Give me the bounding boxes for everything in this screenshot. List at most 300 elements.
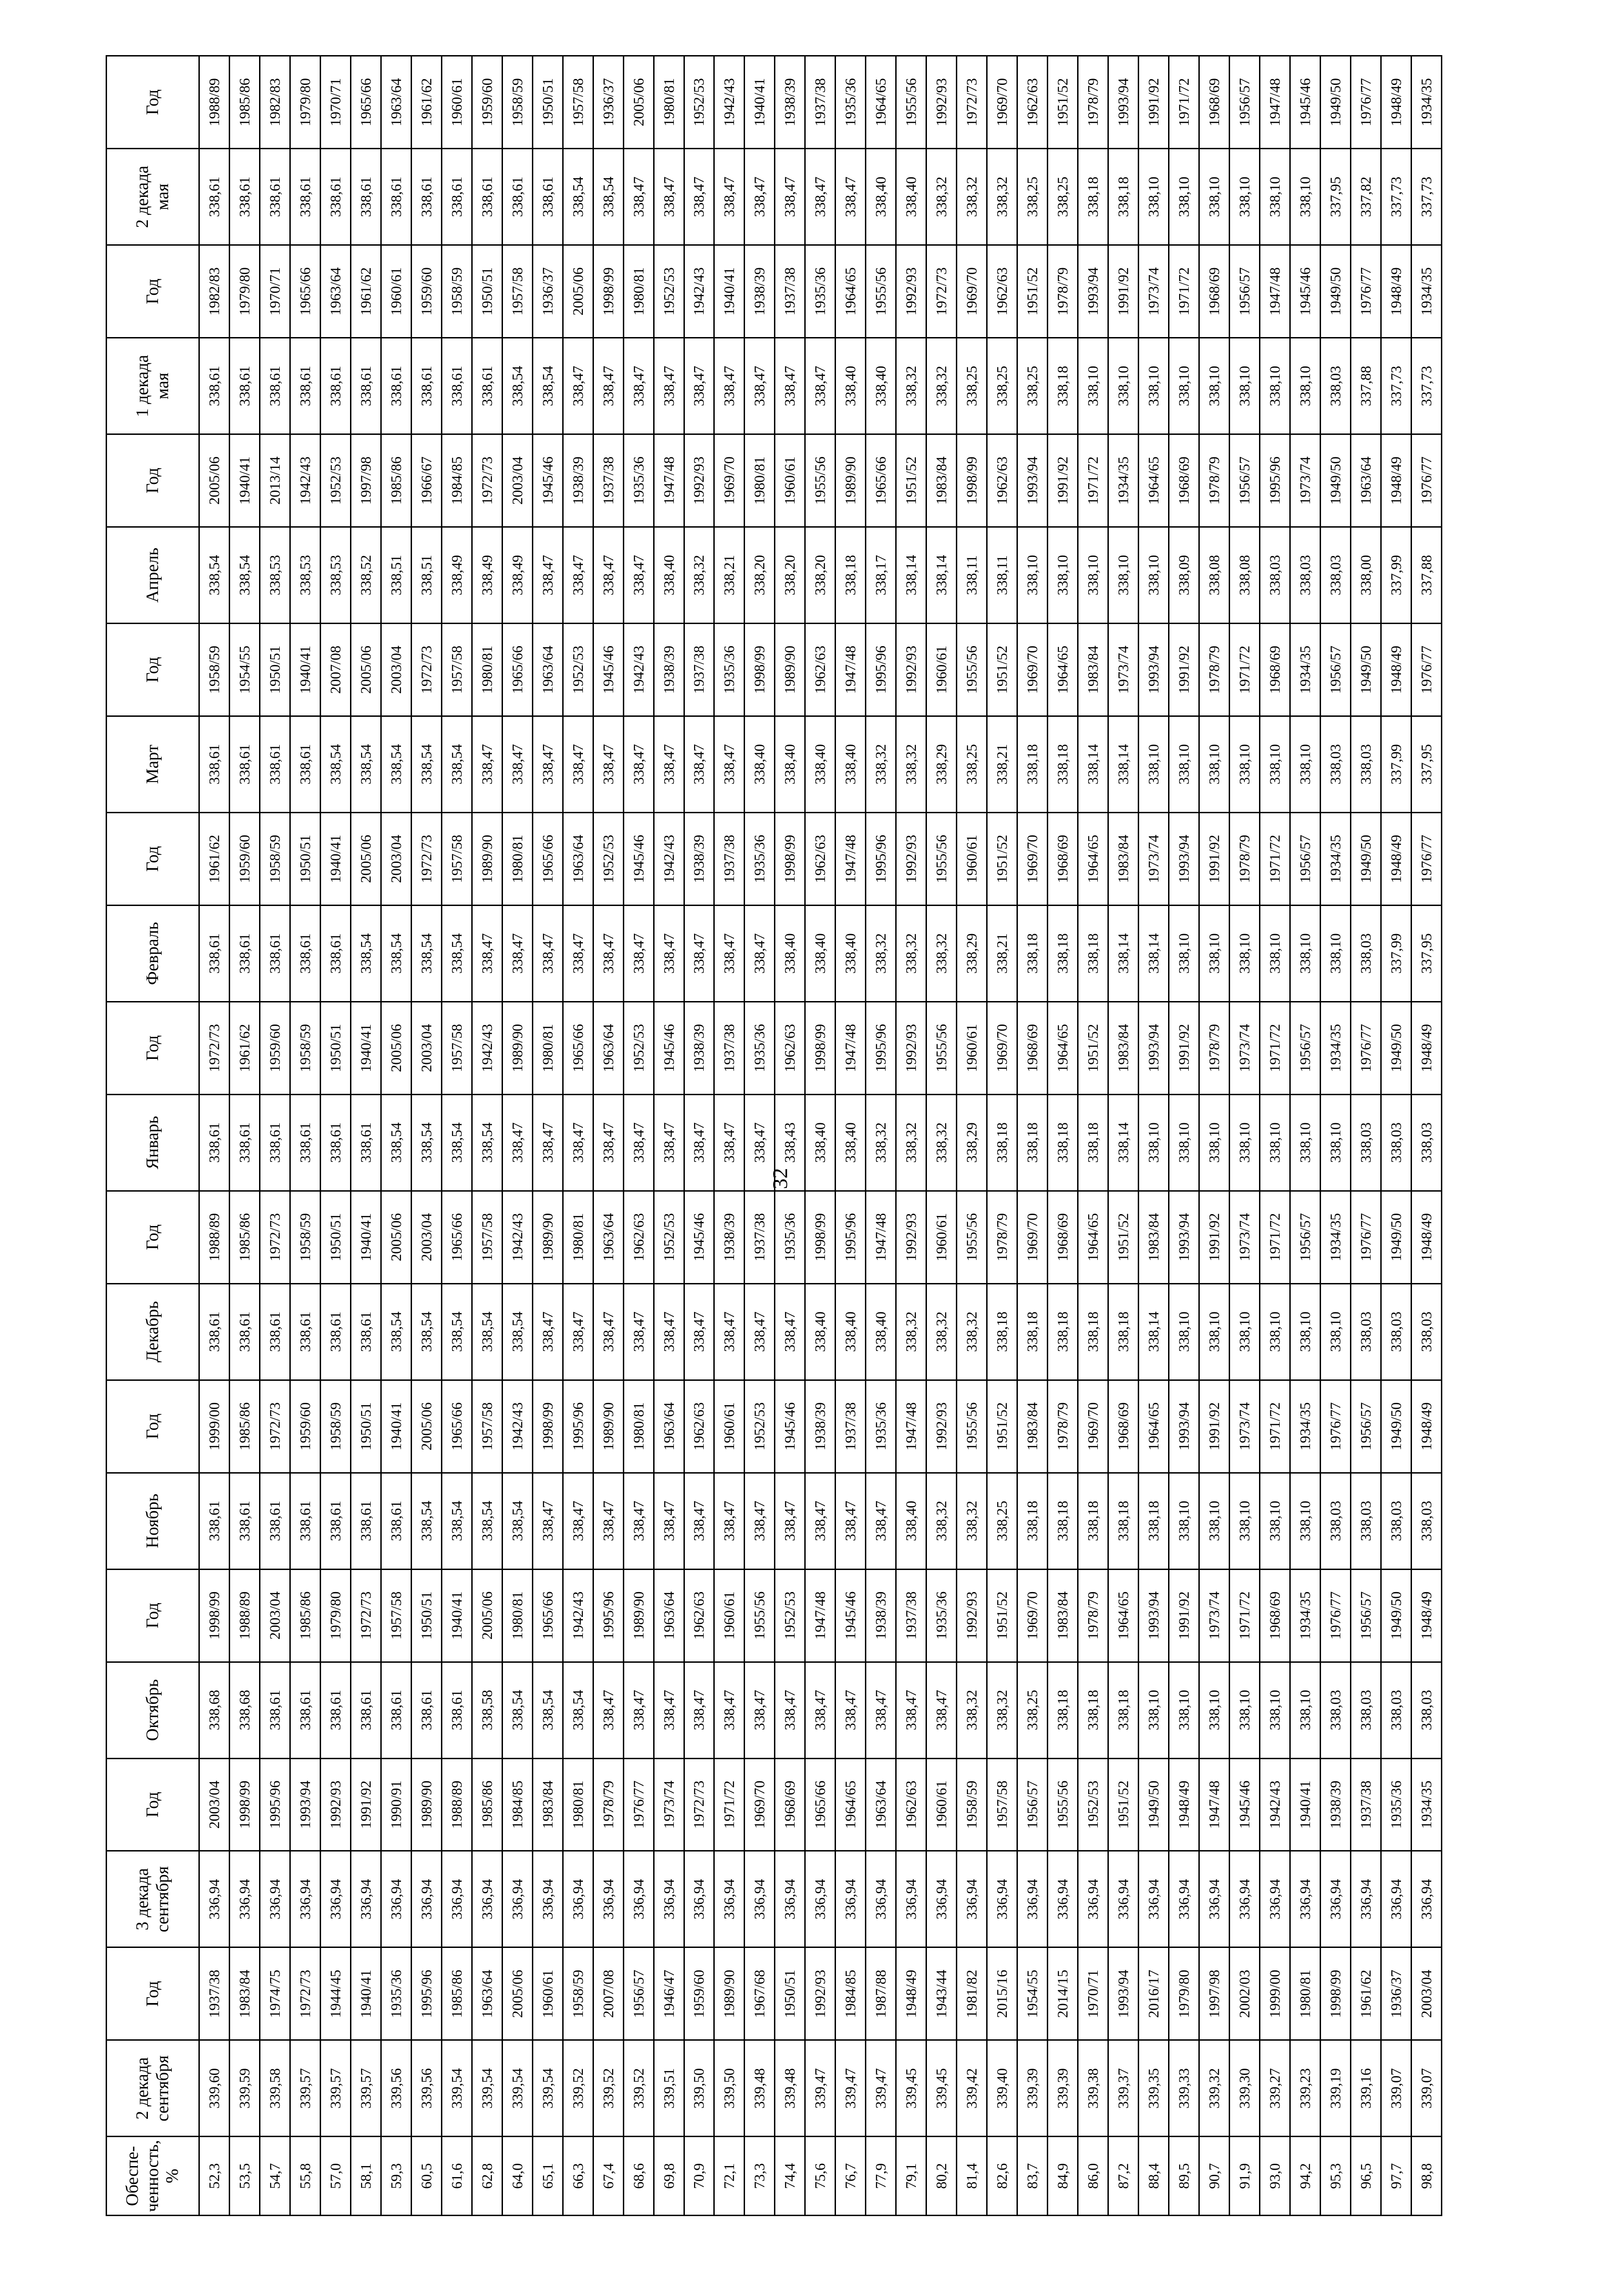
level-cell: 338,20 <box>745 527 775 623</box>
level-cell: 338,03 <box>1381 1094 1411 1191</box>
year-cell: 1936/37 <box>532 245 563 338</box>
year-cell: 1993/94 <box>1169 1380 1199 1473</box>
level-cell: 337,99 <box>1381 527 1411 623</box>
year-cell: 1951/52 <box>987 1569 1017 1662</box>
year-cell: 1970/71 <box>260 245 290 338</box>
year-cell: 2003/04 <box>502 434 532 527</box>
year-cell: 1951/52 <box>987 623 1017 716</box>
level-cell: 338,18 <box>1017 716 1048 812</box>
year-cell: 1976/77 <box>1411 623 1441 716</box>
level-cell: 338,18 <box>1017 905 1048 1002</box>
level-cell: 339,52 <box>623 2040 654 2137</box>
year-cell: 2005/06 <box>199 434 230 527</box>
level-cell: 338,03 <box>1411 1283 1441 1380</box>
year-cell: 1947/48 <box>866 1191 896 1283</box>
year-cell: 1964/65 <box>836 1758 866 1851</box>
year-cell: 1973/74 <box>1229 1002 1259 1094</box>
year-cell: 1937/38 <box>714 812 745 905</box>
level-cell: 338,32 <box>957 1283 987 1380</box>
level-cell: 338,21 <box>714 527 745 623</box>
level-cell: 338,54 <box>472 1094 502 1191</box>
year-cell: 1958/59 <box>563 1947 593 2040</box>
year-cell: 1980/81 <box>563 1758 593 1851</box>
level-cell: 338,47 <box>654 338 684 434</box>
level-cell: 338,61 <box>320 1473 350 1569</box>
year-cell: 1972/73 <box>411 812 441 905</box>
year-cell: 1992/93 <box>896 1191 926 1283</box>
year-cell: 1934/35 <box>1411 56 1441 149</box>
level-cell: 338,54 <box>381 1094 411 1191</box>
column-header: Апрель <box>107 527 199 623</box>
year-cell: 1989/90 <box>472 812 502 905</box>
year-cell: 1980/81 <box>502 812 532 905</box>
level-cell: 338,47 <box>866 1662 896 1758</box>
level-cell: 338,10 <box>1290 1283 1320 1380</box>
year-cell: 2003/04 <box>381 812 411 905</box>
year-cell: 1972/73 <box>684 1758 714 1851</box>
year-cell: 1980/81 <box>532 1002 563 1094</box>
year-cell: 1940/41 <box>229 434 260 527</box>
year-cell: 1957/58 <box>381 1569 411 1662</box>
level-cell: 338,10 <box>1048 527 1078 623</box>
level-cell: 338,61 <box>350 1283 381 1380</box>
level-cell: 338,61 <box>199 905 230 1002</box>
level-cell: 338,18 <box>1017 1094 1048 1191</box>
level-cell: 338,32 <box>926 905 957 1002</box>
level-cell: 338,47 <box>623 905 654 1002</box>
probability-cell: 70,9 <box>684 2137 714 2216</box>
year-cell: 1936/37 <box>593 56 623 149</box>
year-cell: 1989/90 <box>623 1569 654 1662</box>
year-cell: 1940/41 <box>714 245 745 338</box>
level-cell: 338,18 <box>1078 1094 1108 1191</box>
level-cell: 338,47 <box>593 1662 623 1758</box>
year-cell: 1965/66 <box>350 56 381 149</box>
level-cell: 338,10 <box>1078 527 1108 623</box>
table-row <box>714 56 745 2216</box>
year-cell: 2003/04 <box>199 1758 230 1851</box>
level-cell: 336,94 <box>1048 1851 1078 1947</box>
level-cell: 339,60 <box>199 2040 230 2137</box>
level-cell: 338,54 <box>411 1094 441 1191</box>
year-cell: 1945/46 <box>1290 56 1320 149</box>
level-cell: 338,10 <box>1259 338 1290 434</box>
level-cell: 338,61 <box>199 716 230 812</box>
probability-cell: 68,6 <box>623 2137 654 2216</box>
year-cell: 1951/52 <box>987 812 1017 905</box>
level-cell: 338,47 <box>775 1473 805 1569</box>
level-cell: 338,54 <box>563 149 593 245</box>
level-cell: 336,94 <box>472 1851 502 1947</box>
year-cell: 1978/79 <box>1048 1380 1078 1473</box>
year-cell: 1991/92 <box>1169 1002 1199 1094</box>
table-row <box>805 56 836 2216</box>
level-cell: 338,10 <box>1108 527 1139 623</box>
year-cell: 1940/41 <box>441 1569 472 1662</box>
year-cell: 1995/96 <box>866 623 896 716</box>
year-cell: 2005/06 <box>411 1380 441 1473</box>
level-cell: 338,40 <box>836 1283 866 1380</box>
year-cell: 1960/61 <box>532 1947 563 2040</box>
year-cell: 1942/43 <box>502 1380 532 1473</box>
column-header: Год <box>107 812 199 905</box>
year-cell: 2015/16 <box>987 1947 1017 2040</box>
probability-cell: 84,9 <box>1048 2137 1078 2216</box>
year-cell: 1969/70 <box>1017 1569 1048 1662</box>
level-cell: 338,10 <box>1169 905 1199 1002</box>
level-cell: 338,40 <box>896 149 926 245</box>
table-row <box>1259 56 1290 2216</box>
probability-cell: 87,2 <box>1108 2137 1139 2216</box>
year-cell: 1995/96 <box>593 1569 623 1662</box>
column-header: Год <box>107 1947 199 2040</box>
level-cell: 336,94 <box>836 1851 866 1947</box>
year-cell: 1950/51 <box>411 1569 441 1662</box>
year-cell: 1945/46 <box>684 1191 714 1283</box>
level-cell: 338,47 <box>805 1473 836 1569</box>
level-cell: 336,94 <box>805 1851 836 1947</box>
year-cell: 1955/56 <box>957 623 987 716</box>
probability-cell: 65,1 <box>532 2137 563 2216</box>
year-cell: 1971/72 <box>1078 434 1108 527</box>
year-cell: 1959/60 <box>684 1947 714 2040</box>
year-cell: 1965/66 <box>441 1380 472 1473</box>
year-cell: 1991/92 <box>1199 812 1229 905</box>
year-cell: 1950/51 <box>775 1947 805 2040</box>
year-cell: 1993/94 <box>1139 1569 1169 1662</box>
year-cell: 1945/46 <box>836 1569 866 1662</box>
level-cell: 338,47 <box>654 1283 684 1380</box>
year-cell: 1976/77 <box>1350 56 1381 149</box>
year-cell: 1969/70 <box>1017 812 1048 905</box>
column-header: Обеспе-ченность, % <box>107 2137 199 2216</box>
year-cell: 1964/65 <box>1139 434 1169 527</box>
probability-cell: 53,5 <box>229 2137 260 2216</box>
level-cell: 338,14 <box>1108 905 1139 1002</box>
level-cell: 336,94 <box>502 1851 532 1947</box>
level-cell: 338,61 <box>320 1662 350 1758</box>
level-cell: 339,59 <box>229 2040 260 2137</box>
level-cell: 338,32 <box>866 716 896 812</box>
year-cell: 1960/61 <box>957 1002 987 1094</box>
level-cell: 338,32 <box>926 1473 957 1569</box>
level-cell: 338,47 <box>714 1473 745 1569</box>
level-cell: 338,61 <box>229 149 260 245</box>
level-cell: 337,73 <box>1381 338 1411 434</box>
table-row <box>381 56 411 2216</box>
level-cell: 338,03 <box>1350 1662 1381 1758</box>
level-cell: 338,10 <box>1259 1094 1290 1191</box>
year-cell: 1993/94 <box>1108 1947 1139 2040</box>
probability-cell: 57,0 <box>320 2137 350 2216</box>
level-cell: 338,10 <box>1139 338 1169 434</box>
year-cell: 1965/66 <box>866 434 896 527</box>
level-cell: 338,11 <box>987 527 1017 623</box>
year-cell: 1937/38 <box>593 434 623 527</box>
level-cell: 338,10 <box>1199 1662 1229 1758</box>
level-cell: 338,10 <box>1229 338 1259 434</box>
level-cell: 338,03 <box>1381 1283 1411 1380</box>
year-cell: 1960/61 <box>926 1758 957 1851</box>
year-cell: 1938/39 <box>745 245 775 338</box>
year-cell: 1945/46 <box>654 1002 684 1094</box>
level-cell: 338,18 <box>1078 149 1108 245</box>
level-cell: 338,10 <box>1259 716 1290 812</box>
level-cell: 338,47 <box>654 1662 684 1758</box>
level-cell: 338,47 <box>684 338 714 434</box>
year-cell: 1958/59 <box>199 623 230 716</box>
year-cell: 1959/60 <box>229 812 260 905</box>
level-cell: 338,25 <box>1017 149 1048 245</box>
year-cell: 1983/84 <box>1048 1569 1078 1662</box>
level-cell: 338,47 <box>745 1094 775 1191</box>
level-cell: 338,03 <box>1320 1473 1350 1569</box>
column-header: Октябрь <box>107 1662 199 1758</box>
level-cell: 338,40 <box>836 716 866 812</box>
year-cell: 1942/43 <box>472 1002 502 1094</box>
year-cell: 1999/00 <box>199 1380 230 1473</box>
year-cell: 1937/38 <box>714 1002 745 1094</box>
year-cell: 1982/83 <box>260 56 290 149</box>
year-cell: 1985/86 <box>381 434 411 527</box>
level-cell: 338,47 <box>563 338 593 434</box>
level-cell: 338,18 <box>1078 1473 1108 1569</box>
level-cell: 339,42 <box>957 2040 987 2137</box>
year-cell: 1992/93 <box>896 623 926 716</box>
table-row <box>563 56 593 2216</box>
year-cell: 1934/35 <box>1320 1191 1350 1283</box>
year-cell: 1969/70 <box>957 245 987 338</box>
year-cell: 1979/80 <box>229 245 260 338</box>
level-cell: 336,94 <box>441 1851 472 1947</box>
level-cell: 338,47 <box>593 1283 623 1380</box>
year-cell: 1976/77 <box>1350 245 1381 338</box>
year-cell: 2007/08 <box>320 623 350 716</box>
level-cell: 338,47 <box>805 338 836 434</box>
year-cell: 1973/74 <box>1139 245 1169 338</box>
table-row <box>502 56 532 2216</box>
year-cell: 1951/52 <box>1048 56 1078 149</box>
year-cell: 1954/55 <box>229 623 260 716</box>
table-row <box>1017 56 1048 2216</box>
level-cell: 336,94 <box>1350 1851 1381 1947</box>
level-cell: 338,18 <box>1048 338 1078 434</box>
level-cell: 338,47 <box>684 1283 714 1380</box>
level-cell: 338,10 <box>1229 1662 1259 1758</box>
year-cell: 1949/50 <box>1320 245 1350 338</box>
year-cell: 1968/69 <box>1017 1002 1048 1094</box>
level-cell: 338,54 <box>472 1283 502 1380</box>
level-cell: 339,48 <box>745 2040 775 2137</box>
year-cell: 1993/94 <box>1169 812 1199 905</box>
year-cell: 1983/84 <box>1108 812 1139 905</box>
year-cell: 1964/65 <box>1078 1191 1108 1283</box>
year-cell: 1980/81 <box>1290 1947 1320 2040</box>
column-header: Февраль <box>107 905 199 1002</box>
level-cell: 338,61 <box>320 338 350 434</box>
level-cell: 338,10 <box>1320 1094 1350 1191</box>
year-cell: 1954/55 <box>1017 1947 1048 2040</box>
level-cell: 338,32 <box>866 1094 896 1191</box>
level-cell: 338,40 <box>775 905 805 1002</box>
level-cell: 338,61 <box>260 338 290 434</box>
level-cell: 338,54 <box>350 905 381 1002</box>
year-cell: 1935/36 <box>745 812 775 905</box>
year-cell: 1984/85 <box>502 1758 532 1851</box>
year-cell: 1971/72 <box>1259 1002 1290 1094</box>
table-row <box>745 56 775 2216</box>
level-cell: 338,03 <box>1350 1283 1381 1380</box>
level-cell: 336,94 <box>987 1851 1017 1947</box>
table-row <box>1290 56 1320 2216</box>
level-cell: 338,54 <box>441 1283 472 1380</box>
year-cell: 1942/43 <box>714 56 745 149</box>
level-cell: 338,47 <box>684 1094 714 1191</box>
year-cell: 1985/86 <box>290 1569 320 1662</box>
level-cell: 338,54 <box>441 905 472 1002</box>
year-cell: 1959/60 <box>290 1380 320 1473</box>
level-cell: 338,40 <box>866 149 896 245</box>
level-cell: 338,47 <box>745 905 775 1002</box>
level-cell: 338,11 <box>957 527 987 623</box>
year-cell: 1971/72 <box>714 1758 745 1851</box>
year-cell: 1945/46 <box>532 434 563 527</box>
level-cell: 338,18 <box>1078 905 1108 1002</box>
year-cell: 1935/36 <box>866 1380 896 1473</box>
year-cell: 1963/64 <box>532 623 563 716</box>
year-cell: 1963/64 <box>320 245 350 338</box>
year-cell: 1964/65 <box>1108 1569 1139 1662</box>
level-cell: 338,47 <box>623 1094 654 1191</box>
level-cell: 338,20 <box>775 527 805 623</box>
level-cell: 338,47 <box>623 149 654 245</box>
year-cell: 1956/57 <box>623 1947 654 2040</box>
column-header: 1 декада мая <box>107 338 199 434</box>
level-cell: 338,10 <box>1139 527 1169 623</box>
level-cell: 338,49 <box>472 527 502 623</box>
year-cell: 1991/92 <box>1169 623 1199 716</box>
year-cell: 1960/61 <box>926 623 957 716</box>
level-cell: 336,94 <box>745 1851 775 1947</box>
level-cell: 336,94 <box>320 1851 350 1947</box>
level-cell: 337,73 <box>1411 338 1441 434</box>
level-cell: 338,47 <box>593 527 623 623</box>
level-cell: 338,03 <box>1320 1662 1350 1758</box>
year-cell: 1951/52 <box>1108 1758 1139 1851</box>
year-cell: 1958/59 <box>290 1002 320 1094</box>
year-cell: 1983/84 <box>1108 1002 1139 1094</box>
level-cell: 338,03 <box>1381 1662 1411 1758</box>
year-cell: 1976/77 <box>1411 434 1441 527</box>
page-number: 32 <box>768 1168 792 1189</box>
table-row <box>1381 56 1411 2216</box>
year-cell: 1957/58 <box>472 1191 502 1283</box>
column-header: Год <box>107 245 199 338</box>
year-cell: 1992/93 <box>320 1758 350 1851</box>
year-cell: 1948/49 <box>896 1947 926 2040</box>
level-cell: 338,32 <box>896 1283 926 1380</box>
level-cell: 338,47 <box>745 149 775 245</box>
level-cell: 338,40 <box>805 716 836 812</box>
level-cell: 338,47 <box>836 1662 866 1758</box>
probability-cell: 89,5 <box>1169 2137 1199 2216</box>
level-cell: 338,03 <box>1350 1473 1381 1569</box>
year-cell: 1947/48 <box>836 1002 866 1094</box>
year-cell: 1962/63 <box>987 245 1017 338</box>
year-cell: 1950/51 <box>532 56 563 149</box>
year-cell: 1991/92 <box>1199 1191 1229 1283</box>
table-row <box>1229 56 1259 2216</box>
level-cell: 338,47 <box>563 1473 593 1569</box>
year-cell: 1935/36 <box>805 245 836 338</box>
year-cell: 1980/81 <box>472 623 502 716</box>
level-cell: 338,61 <box>441 149 472 245</box>
year-cell: 1942/43 <box>290 434 320 527</box>
level-cell: 338,10 <box>1169 1283 1199 1380</box>
year-cell: 1983/84 <box>926 434 957 527</box>
year-cell: 1942/43 <box>1259 1758 1290 1851</box>
level-cell: 338,61 <box>229 905 260 1002</box>
level-cell: 339,52 <box>563 2040 593 2137</box>
table-row <box>684 56 714 2216</box>
year-cell: 1958/59 <box>290 1191 320 1283</box>
level-cell: 339,54 <box>532 2040 563 2137</box>
level-cell: 339,54 <box>441 2040 472 2137</box>
level-cell: 338,18 <box>1078 1662 1108 1758</box>
year-cell: 1995/96 <box>1259 434 1290 527</box>
level-cell: 338,32 <box>987 149 1017 245</box>
level-cell: 338,10 <box>1169 716 1199 812</box>
year-cell: 1960/61 <box>957 812 987 905</box>
year-cell: 1989/90 <box>593 1380 623 1473</box>
level-cell: 338,61 <box>229 716 260 812</box>
level-cell: 338,10 <box>1169 1094 1199 1191</box>
level-cell: 338,61 <box>290 1283 320 1380</box>
year-cell: 1956/57 <box>1290 812 1320 905</box>
year-cell: 1950/51 <box>260 623 290 716</box>
year-cell: 1963/64 <box>593 1002 623 1094</box>
level-cell: 339,39 <box>1048 2040 1078 2137</box>
year-cell: 1962/63 <box>805 623 836 716</box>
level-cell: 338,52 <box>350 527 381 623</box>
level-cell: 338,18 <box>1078 1283 1108 1380</box>
level-cell: 338,18 <box>1108 1283 1139 1380</box>
level-cell: 338,47 <box>684 905 714 1002</box>
probability-cell: 74,4 <box>775 2137 805 2216</box>
level-cell: 336,94 <box>1411 1851 1441 1947</box>
level-cell: 339,58 <box>260 2040 290 2137</box>
level-cell: 337,73 <box>1411 149 1441 245</box>
level-cell: 338,18 <box>1017 1283 1048 1380</box>
column-header: 2 декада сентября <box>107 2040 199 2137</box>
year-cell: 1993/94 <box>1139 1002 1169 1094</box>
level-cell: 338,21 <box>987 716 1017 812</box>
year-cell: 1988/89 <box>199 56 230 149</box>
year-cell: 1985/86 <box>229 1191 260 1283</box>
year-cell: 1948/49 <box>1381 812 1411 905</box>
level-cell: 338,47 <box>926 1662 957 1758</box>
level-cell: 338,61 <box>441 338 472 434</box>
column-header: Январь <box>107 1094 199 1191</box>
level-cell: 339,45 <box>926 2040 957 2137</box>
level-cell: 338,32 <box>957 1662 987 1758</box>
level-cell: 338,61 <box>320 1283 350 1380</box>
year-cell: 2014/15 <box>1048 1947 1078 2040</box>
level-cell: 338,40 <box>896 1473 926 1569</box>
level-cell: 338,47 <box>714 338 745 434</box>
level-cell: 338,40 <box>866 338 896 434</box>
year-cell: 1980/81 <box>563 1191 593 1283</box>
